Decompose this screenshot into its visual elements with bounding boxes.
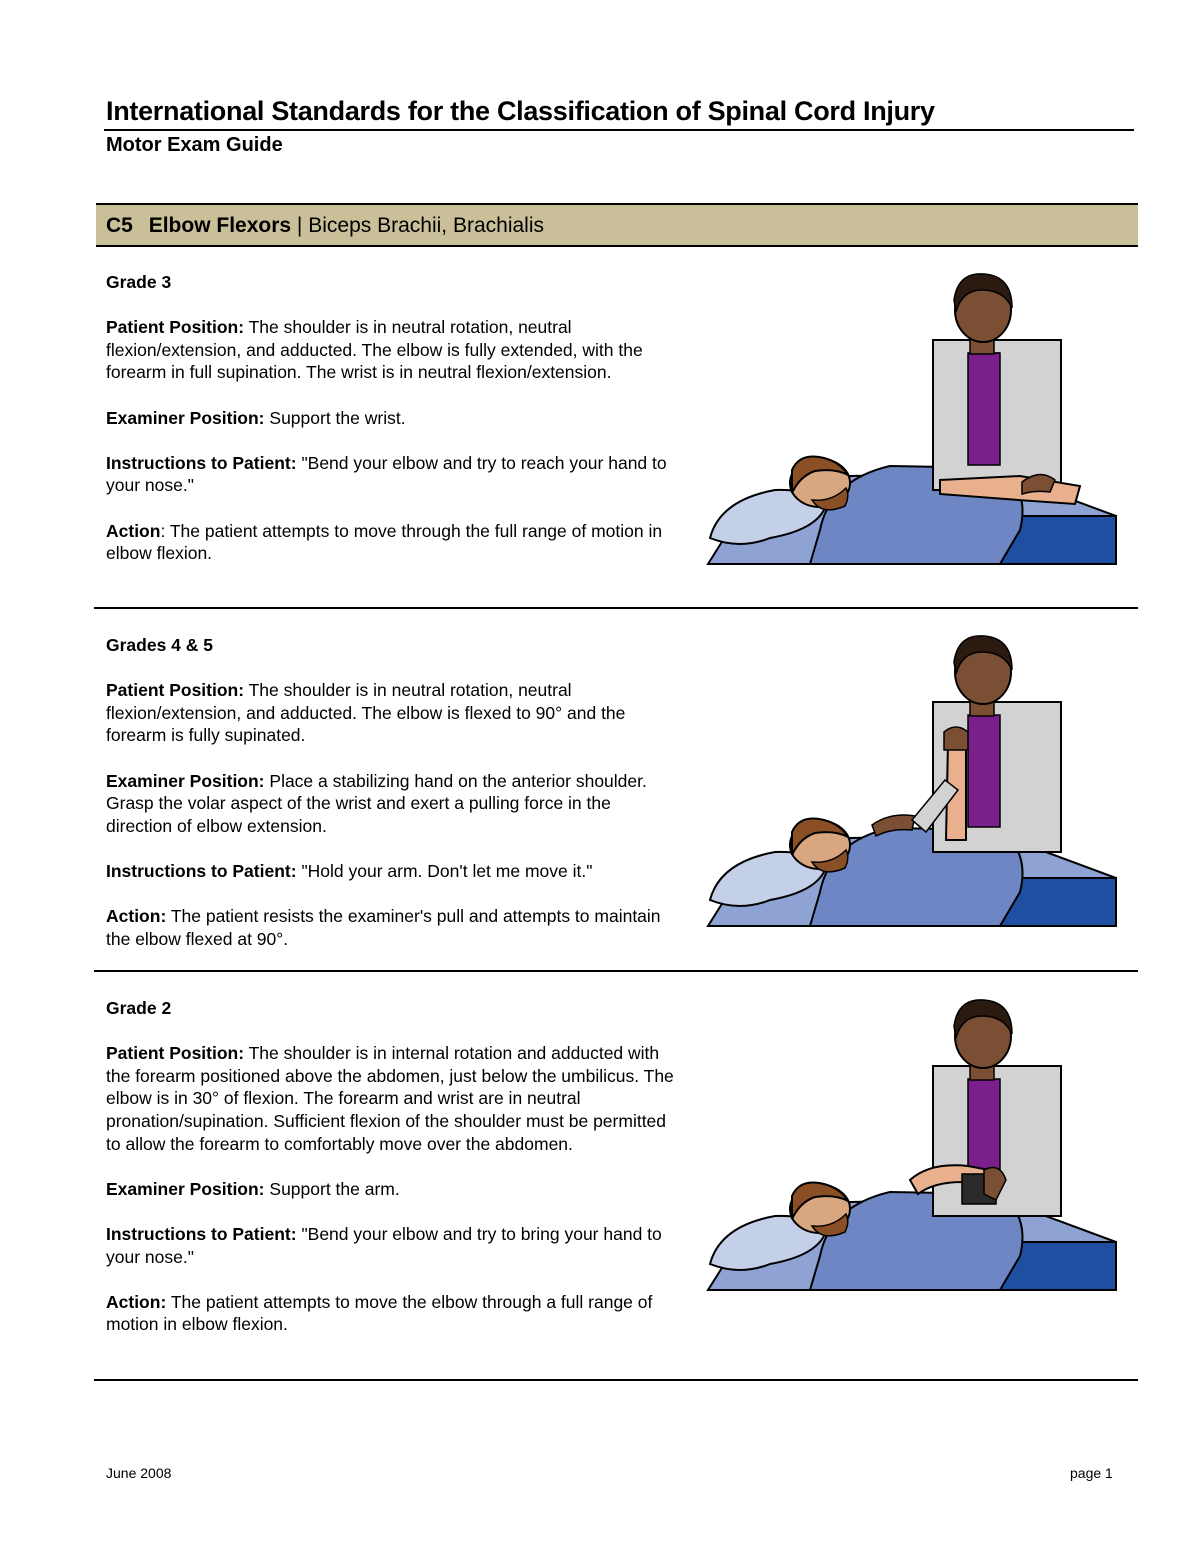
instructions-to-patient: Instructions to Patient: "Bend your elbow and try to reach your hand to your nose." [106, 452, 667, 496]
patient-position: Patient Position: The shoulder is in internal rotation and adducted with the forearm positioned above the abdomen, just below the umbilicus. The elbow is in 30° of flexion. The forearm and wrist are in neutral pronation/supination. Sufficient flexion of the shoulder must be permitted to allow the forearm to comfortably move over the abdomen. [106, 1043, 674, 1154]
examiner-position: Examiner Position: Support the arm. [106, 1178, 400, 1199]
examiner-position: Examiner Position: Place a stabilizing hand on the anterior shoulder. Grasp the volar aspect of the wrist and exert a pulling force in the direction of elbow extension. [106, 770, 647, 836]
patient-position: Patient Position: The shoulder is in neutral rotation, neutral flexion/extension, and adducted. The elbow is flexed to 90° and the forearm is fully supinated. [106, 680, 626, 746]
muscle-banner [96, 203, 1138, 247]
muscle-group: Elbow Flexors [148, 214, 292, 237]
patient-position: Patient Position: The shoulder is in neutral rotation, neutral flexion/extension, and adducted. The elbow is fully extended, with the forearm in full supination. The wrist is in neutral flexion/extension. [106, 317, 643, 383]
grade-3-illustration [700, 268, 1120, 568]
instructions-to-patient: Instructions to Patient: "Hold your arm. Don't let me move it." [106, 860, 593, 881]
grades-4-5-illustration [700, 630, 1120, 930]
muscle-names: Biceps Brachii, Brachialis [308, 214, 544, 237]
examiner-position: Examiner Position: Support the wrist. [106, 407, 406, 428]
section-divider [94, 607, 1138, 609]
instructions-to-patient: Instructions to Patient: "Bend your elbow and try to bring your hand to your nose." [106, 1223, 662, 1267]
grade-heading: Grades 4 & 5 [106, 635, 213, 655]
spinal-level: C5 [106, 214, 133, 237]
grades-4-5-section [106, 634, 676, 973]
grade-heading: Grade 2 [106, 998, 172, 1018]
document-title: International Standards for the Classification of Spinal Cord Injury [106, 96, 935, 126]
banner-separator: | [296, 214, 303, 237]
action: Action: The patient resists the examiner's pull and attempts to maintain the elbow flexed at 90°. [106, 906, 661, 949]
section-divider [94, 1379, 1138, 1381]
title-divider [104, 129, 1134, 131]
action: Action: The patient attempts to move through the full range of motion in elbow flexion. [106, 520, 663, 564]
page-number: page 1 [1070, 1465, 1113, 1481]
action: Action: The patient attempts to move the elbow through a full range of motion in elbow flexion. [106, 1291, 653, 1335]
section-divider [94, 970, 1138, 972]
footer-date: June 2008 [106, 1465, 172, 1481]
document-subtitle: Motor Exam Guide [106, 134, 283, 156]
grade-2-illustration [700, 994, 1120, 1294]
grade-3-section [106, 271, 676, 587]
grade-2-section [106, 997, 676, 1359]
grade-heading: Grade 3 [106, 272, 172, 292]
